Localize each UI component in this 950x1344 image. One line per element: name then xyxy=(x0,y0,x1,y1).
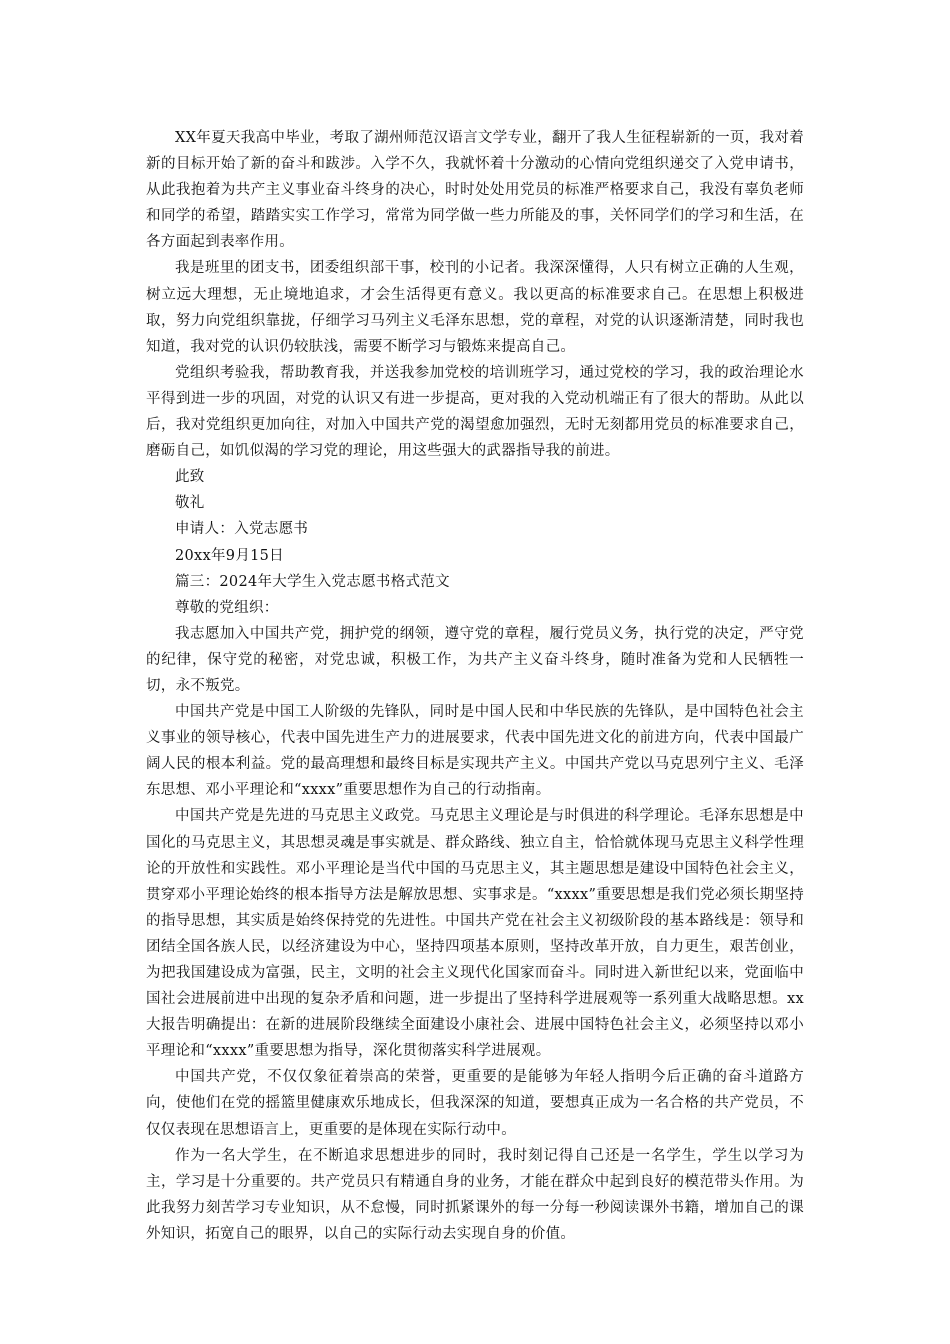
paragraph-5: 中国共产党是中国工人阶级的先锋队，同时是中国人民和中华民族的先锋队，是中国特色社会主义事业的领导核心，代表中国先进生产力的进展要求，代表中国先进文化的前进方向，代表中国最广阔人民的根本利益。党的最高理想和最终目标是实现共产主义。中国共产党以马克思列宁主义、毛泽东思想、邓小平理论和“xxxx”重要思想作为自己的行动指南。 xyxy=(146,704,804,799)
paragraph-2: 我是班里的团支书，团委组织部干事，校刊的小记者。我深深懂得，人只有树立正确的人生观，树立远大理想，无止境地追求，才会生活得更有意义。我以更高的标准要求自己。在思想上积极进取，努力向党组织靠拢，仔细学习马列主义毛泽东思想，党的章程，对党的认识逐渐清楚，同时我也知道，我对党的认识仍较肤浅，需要不断学习与锻炼来提高自己。 xyxy=(146,260,804,355)
greeting-line: 尊敬的党组织： xyxy=(175,599,279,616)
document-body xyxy=(146,125,804,1247)
date-line: 20xx年9月15日 xyxy=(175,547,284,564)
section-title: 篇三：2024年大学生入党志愿书格式范文 xyxy=(175,573,450,590)
paragraph-4: 我志愿加入中国共产党，拥护党的纲领，遵守党的章程，履行党员义务，执行党的决定，严守党的纪律，保守党的秘密，对党忠诚，积极工作，为共产主义奋斗终身，随时准备为党和人民牺牲一切，永不叛党。 xyxy=(146,625,804,694)
paragraph-1: XX年夏天我高中毕业，考取了湖州师范汉语言文学专业，翻开了我人生征程崭新的一页，我对着新的目标开始了新的奋斗和跋涉。入学不久，我就怀着十分激动的心情向党组织递交了入党申请书，从此我抱着为共产主义事业奋斗终身的决心，时时处处用党员的标准严格要求自己，我没有辜负老师和同学的希望，踏踏实实工作学习，常常为同学做一些力所能及的事，关怀同学们的学习和生活，在各方面起到表率作用。 xyxy=(146,130,804,251)
salute-line: 敬礼 xyxy=(175,495,205,512)
paragraph-3: 党组织考验我，帮助教育我，并送我参加党校的培训班学习，通过党校的学习，我的政治理论水平得到进一步的巩固，对党的认识又有进一步提高，更对我的入党动机端正有了很大的帮助。从此以后，我对党组织更加向往，对加入中国共产党的渴望愈加强烈，无时无刻都用党员的标准要求自己，磨砺自己，如饥似渴的学习党的理论，用这些强大的武器指导我的前进。 xyxy=(146,364,804,460)
paragraph-6: 中国共产党是先进的马克思主义政党。马克思主义理论是与时俱进的科学理论。毛泽东思想是中国化的马克思主义，其思想灵魂是事实就是、群众路线、独立自主，恰恰就体现马克思主义科学性理论的开放性和实践性。邓小平理论是当代中国的马克思主义，其主题思想是建设中国特色社会主义，贯穿邓小平理论始终的根本指导方法是解放思想、实事求是。“xxxx”重要思想是我们党必须长期坚持的指导思想，其实质是始终保持党的先进性。中国共产党在社会主义初级阶段的基本路线是：领导和团结全国各族人民，以经济建设为中心，坚持四项基本原则，坚持改革开放，自力更生，艰苦创业，为把我国建设成为富强，民主，文明的社会主义现代化国家而奋斗。同时进入新世纪以来，党面临中国社会进展前进中出现的复杂矛盾和问题，进一步提出了坚持科学进展观等一系列重大战略思想。xx大报告明确提出：在新的进展阶段继续全面建设小康社会、进展中国特色社会主义，必须坚持以邓小平理论和“xxxx”重要思想为指导，深化贯彻落实科学进展观。 xyxy=(146,808,804,1060)
paragraph-8: 作为一名大学生，在不断追求思想进步的同时，我时刻记得自己还是一名学生，学生以学习为主，学习是十分重要的。共产党员只有精通自身的业务，才能在群众中起到良好的模范带头作用。为此我努力刻苦学习专业知识，从不怠慢，同时抓紧课外的每一分每一秒阅读课外书籍，增加自己的课外知识，拓宽自己的眼界，以自己的实际行动去实现自身的价值。 xyxy=(146,1147,804,1242)
paragraph-7: 中国共产党，不仅仅象征着崇高的荣誉，更重要的是能够为年轻人指明今后正确的奋斗道路方向，使他们在党的摇篮里健康欢乐地成长，但我深深的知道，要想真正成为一名合格的共产党员，不仅仅表现在思想语言上，更重要的是体现在实际行动中。 xyxy=(146,1069,804,1138)
applicant-line: 申请人：入党志愿书 xyxy=(175,521,309,538)
closing-line: 此致 xyxy=(175,469,205,486)
